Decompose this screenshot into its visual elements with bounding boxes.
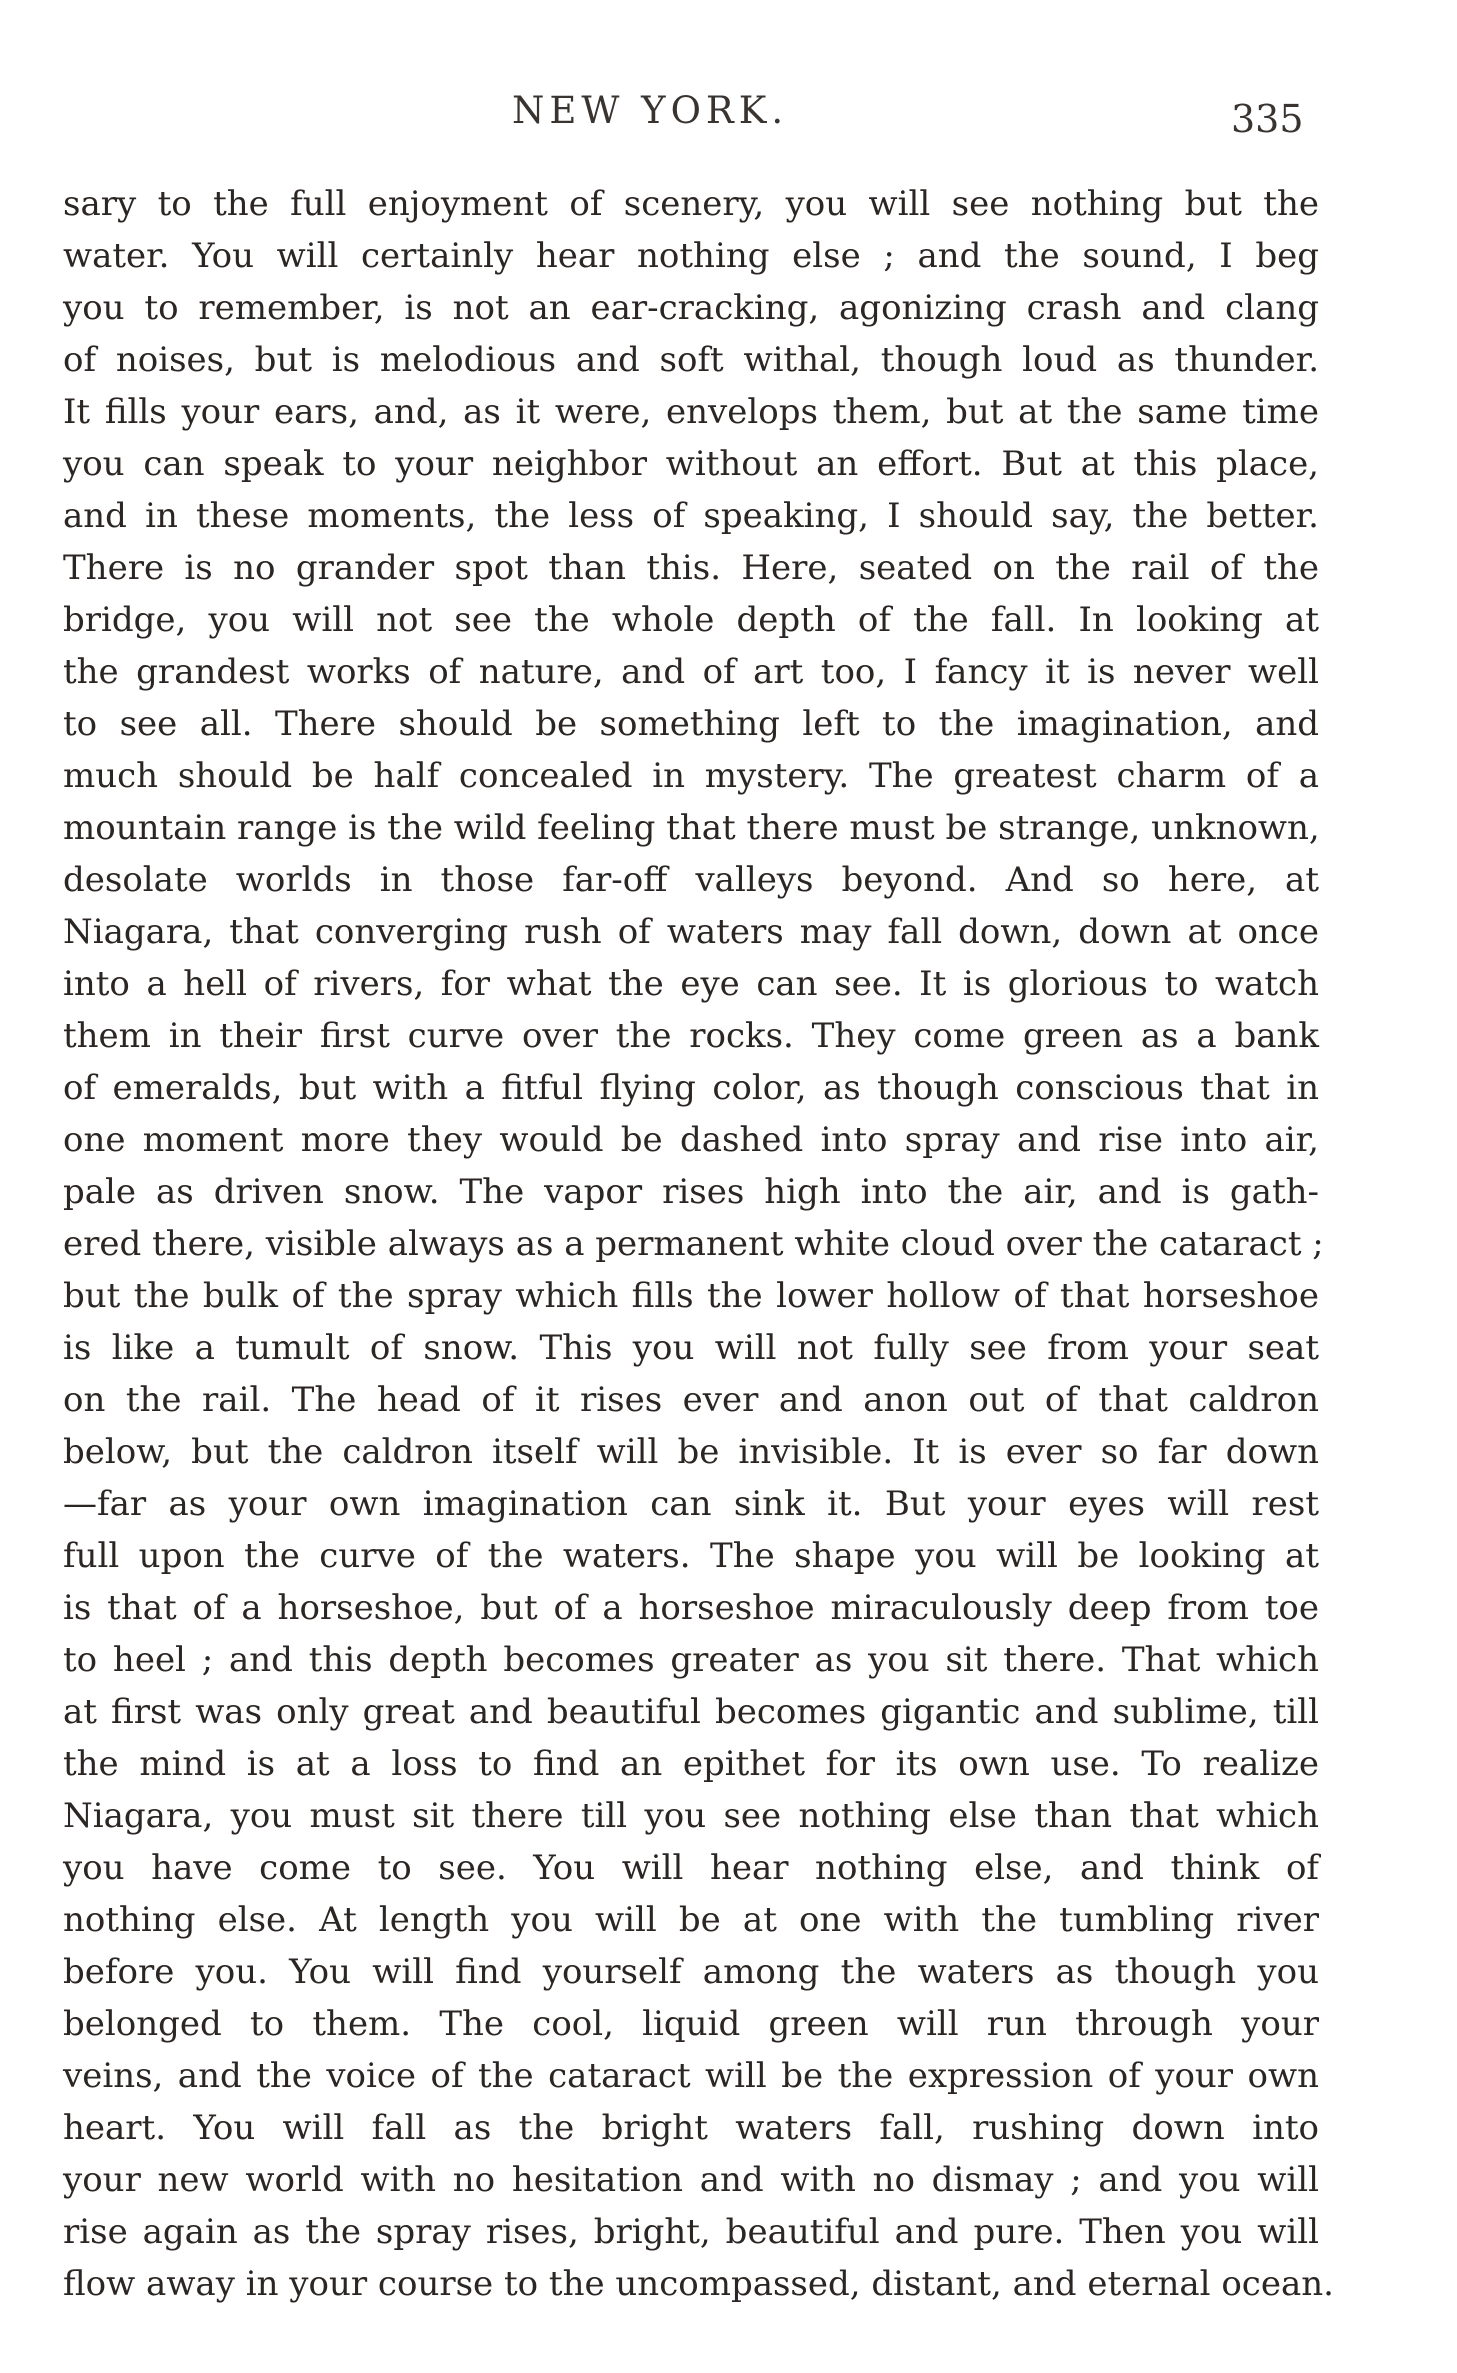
text-line: water. You will certainly hear nothing else ; and the sound, I beg: [63, 236, 1319, 276]
text-line: ered there, visible always as a permanent white cloud over the cataract ;: [63, 1224, 1324, 1264]
text-line: on the rail. The head of it rises ever and anon out of that caldron: [63, 1380, 1319, 1420]
text-line: rise again as the spray rises, bright, beautiful and pure. Then you will: [63, 2212, 1319, 2252]
text-line: belonged to them. The cool, liquid green will run through your: [63, 2004, 1319, 2044]
text-line: flow away in your course to the uncompassed, distant, and eternal ocean.: [63, 2264, 1334, 2304]
text-line: of emeralds, but with a fitful flying color, as though conscious that in: [63, 1068, 1319, 1108]
text-line: before you. You will find yourself among the waters as though you: [63, 1952, 1319, 1992]
text-line: one moment more they would be dashed into spray and rise into air,: [63, 1120, 1319, 1160]
text-line: much should be half concealed in mystery. The greatest charm of a: [63, 756, 1319, 796]
page-number: 335: [1231, 97, 1304, 141]
text-line: you have come to see. You will hear nothing else, and think of: [63, 1848, 1319, 1888]
text-line: but the bulk of the spray which fills the lower hollow of that horseshoe: [63, 1276, 1319, 1316]
body-text: [63, 178, 1334, 2310]
text-line: heart. You will fall as the bright waters fall, rushing down into: [63, 2108, 1319, 2148]
text-line: you to remember, is not an ear-cracking, agonizing crash and clang: [63, 288, 1319, 328]
text-line: Niagara, you must sit there till you see nothing else than that which: [63, 1796, 1319, 1836]
text-line: of noises, but is melodious and soft withal, though loud as thunder.: [63, 340, 1319, 380]
text-line: nothing else. At length you will be at one with the tumbling river: [63, 1900, 1319, 1940]
text-line: them in their first curve over the rocks. They come green as a bank: [63, 1016, 1319, 1056]
text-line: full upon the curve of the waters. The shape you will be looking at: [63, 1536, 1319, 1576]
text-line: desolate worlds in those far-off valleys beyond. And so here, at: [63, 860, 1319, 900]
text-line: It fills your ears, and, as it were, envelops them, but at the same time: [63, 392, 1319, 432]
text-line: you can speak to your neighbor without an effort. But at this place,: [63, 444, 1319, 484]
text-line: bridge, you will not see the whole depth of the fall. In looking at: [63, 600, 1319, 640]
text-line: the grandest works of nature, and of art too, I fancy it is never well: [63, 652, 1319, 692]
text-line: sary to the full enjoyment of scenery, you will see nothing but the: [63, 184, 1319, 224]
running-head: NEW YORK.: [512, 89, 789, 132]
text-line: is like a tumult of snow. This you will not fully see from your seat: [63, 1328, 1319, 1368]
text-line: your new world with no hesitation and with no dismay ; and you will: [63, 2160, 1319, 2200]
text-line: mountain range is the wild feeling that there must be strange, unknown,: [63, 808, 1320, 848]
text-line: —far as your own imagination can sink it. But your eyes will rest: [63, 1484, 1319, 1524]
text-line: below, but the caldron itself will be invisible. It is ever so far down: [63, 1432, 1319, 1472]
text-line: veins, and the voice of the cataract will be the expression of your own: [63, 2056, 1319, 2096]
text-line: is that of a horseshoe, but of a horseshoe miraculously deep from toe: [63, 1588, 1319, 1628]
text-line: There is no grander spot than this. Here, seated on the rail of the: [63, 548, 1319, 588]
text-line: to heel ; and this depth becomes greater as you sit there. That which: [63, 1640, 1319, 1680]
text-line: and in these moments, the less of speaking, I should say, the better.: [63, 496, 1319, 536]
text-line: into a hell of rivers, for what the eye can see. It is glorious to watch: [63, 964, 1319, 1004]
text-line: Niagara, that converging rush of waters may fall down, down at once: [63, 912, 1319, 952]
text-line: at first was only great and beautiful becomes gigantic and sublime, till: [63, 1692, 1319, 1732]
text-line: pale as driven snow. The vapor rises high into the air, and is gath-: [63, 1172, 1319, 1212]
text-line: to see all. There should be something left to the imagination, and: [63, 704, 1319, 744]
text-line: the mind is at a loss to find an epithet for its own use. To realize: [63, 1744, 1319, 1784]
